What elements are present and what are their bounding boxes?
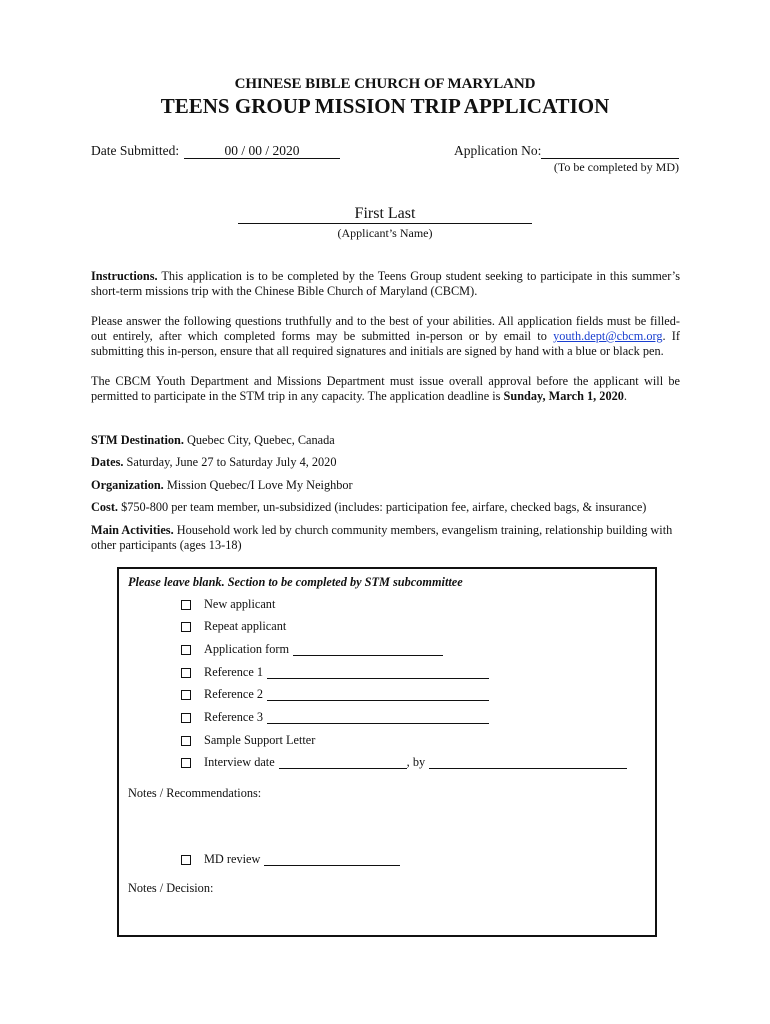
trip-activities: [91, 523, 680, 553]
reference3-checkbox[interactable]: [181, 713, 191, 723]
new-applicant-row: [181, 597, 275, 612]
md-review-label: MD review: [204, 852, 261, 866]
application-number-field[interactable]: [541, 143, 679, 159]
new-applicant-label: New applicant: [204, 597, 276, 611]
submission-text: Please answer the following questions truthfully and to the best of your abilities. All application fields must be filled-out entirely, after which completed forms may be submitted in-person or by email to: [91, 314, 680, 343]
support-letter-row: [181, 733, 315, 748]
submission-paragraph: [91, 314, 680, 359]
reference2-row: [181, 687, 489, 702]
date-submitted-field[interactable]: 00 / 00 / 2020: [184, 143, 340, 159]
reference2-label: Reference 2: [204, 687, 264, 701]
md-note: (To be completed by MD): [553, 160, 679, 174]
trip-dates: [91, 455, 680, 470]
organization-name: CHINESE BIBLE CHURCH OF MARYLAND: [234, 76, 536, 92]
repeat-applicant-row: [181, 619, 286, 634]
trip-cost: [91, 500, 680, 515]
md-review-checkbox[interactable]: [181, 855, 191, 865]
committee-heading: Please leave blank. Section to be completed by STM subcommittee: [128, 575, 463, 589]
interviewer-field[interactable]: [429, 756, 627, 769]
application-form-checkbox[interactable]: [181, 645, 191, 655]
interview-date-label: Interview date: [204, 755, 275, 769]
organization-value: Mission Quebec/I Love My Neighbor: [166, 478, 353, 492]
organization-label: Organization.: [91, 478, 164, 492]
approval-text: The CBCM Youth Department and Missions Department must issue overall approval before the applicant will be permitted to participate in the STM trip in any capacity. The application deadline is: [91, 374, 680, 403]
repeat-applicant-checkbox[interactable]: [181, 622, 191, 632]
date-submitted-label: Date Submitted:: [91, 143, 180, 158]
reference1-checkbox[interactable]: [181, 668, 191, 678]
support-letter-label: Sample Support Letter: [204, 733, 316, 747]
trip-destination: [91, 433, 680, 448]
activities-label: Main Activities.: [91, 523, 174, 537]
application-form-field[interactable]: [293, 643, 443, 656]
deadline: Sunday, March 1, 2020: [503, 389, 624, 403]
reference1-field[interactable]: [267, 666, 489, 679]
form-title: TEENS GROUP MISSION TRIP APPLICATION: [160, 94, 610, 118]
md-review-row: [181, 852, 400, 867]
email-link[interactable]: youth.dept@cbcm.org: [553, 329, 663, 343]
md-review-field[interactable]: [264, 853, 400, 866]
application-form-label: Application form: [204, 642, 290, 656]
applicant-name-field[interactable]: First Last: [238, 205, 532, 224]
new-applicant-checkbox[interactable]: [181, 600, 191, 610]
reference2-field[interactable]: [267, 688, 489, 701]
interview-date-field[interactable]: [279, 756, 407, 769]
repeat-applicant-label: Repeat applicant: [204, 619, 287, 633]
instructions-paragraph: [91, 269, 680, 299]
reference3-row: [181, 710, 489, 725]
activities-value: Household work led by church community members, evangelism training, relationship building with other participants (ages 13-18): [91, 523, 673, 552]
destination-value: Quebec City, Quebec, Canada: [187, 433, 335, 447]
applicant-name-caption: (Applicant’s Name): [337, 226, 433, 240]
trip-organization: [91, 478, 680, 493]
application-form-row: [181, 642, 443, 657]
reference3-field[interactable]: [267, 711, 489, 724]
interview-row: [181, 755, 627, 770]
support-letter-checkbox[interactable]: [181, 736, 191, 746]
reference2-checkbox[interactable]: [181, 690, 191, 700]
cost-value: $750-800 per team member, un-subsidized (includes: participation fee, airfare, checked bags, & insurance): [121, 500, 647, 514]
interviewer-label: , by: [406, 755, 426, 769]
instructions-text: This application is to be completed by the Teens Group student seeking to participate in this summer’s short-term missions trip with the Chinese Bible Church of Maryland (CBCM).: [91, 269, 680, 298]
approval-paragraph: [91, 374, 680, 404]
reference1-row: [181, 665, 489, 680]
reference3-label: Reference 3: [204, 710, 264, 724]
instructions-label: Instructions.: [91, 269, 158, 283]
interview-checkbox[interactable]: [181, 758, 191, 768]
dates-value: Saturday, June 27 to Saturday July 4, 2020: [126, 455, 337, 469]
dates-label: Dates.: [91, 455, 124, 469]
notes-recommendations-label: Notes / Recommendations:: [128, 786, 262, 800]
application-number-label: Application No:: [454, 143, 542, 158]
notes-decision-label: Notes / Decision:: [128, 881, 214, 895]
submission-text-end: . If submitting this in-person, ensure that all required signatures and initials are signed by hand with a blue or black pen.: [91, 329, 681, 358]
reference1-label: Reference 1: [204, 665, 264, 679]
cost-label: Cost.: [91, 500, 118, 514]
destination-label: STM Destination.: [91, 433, 184, 447]
approval-text-end: .: [623, 389, 627, 403]
